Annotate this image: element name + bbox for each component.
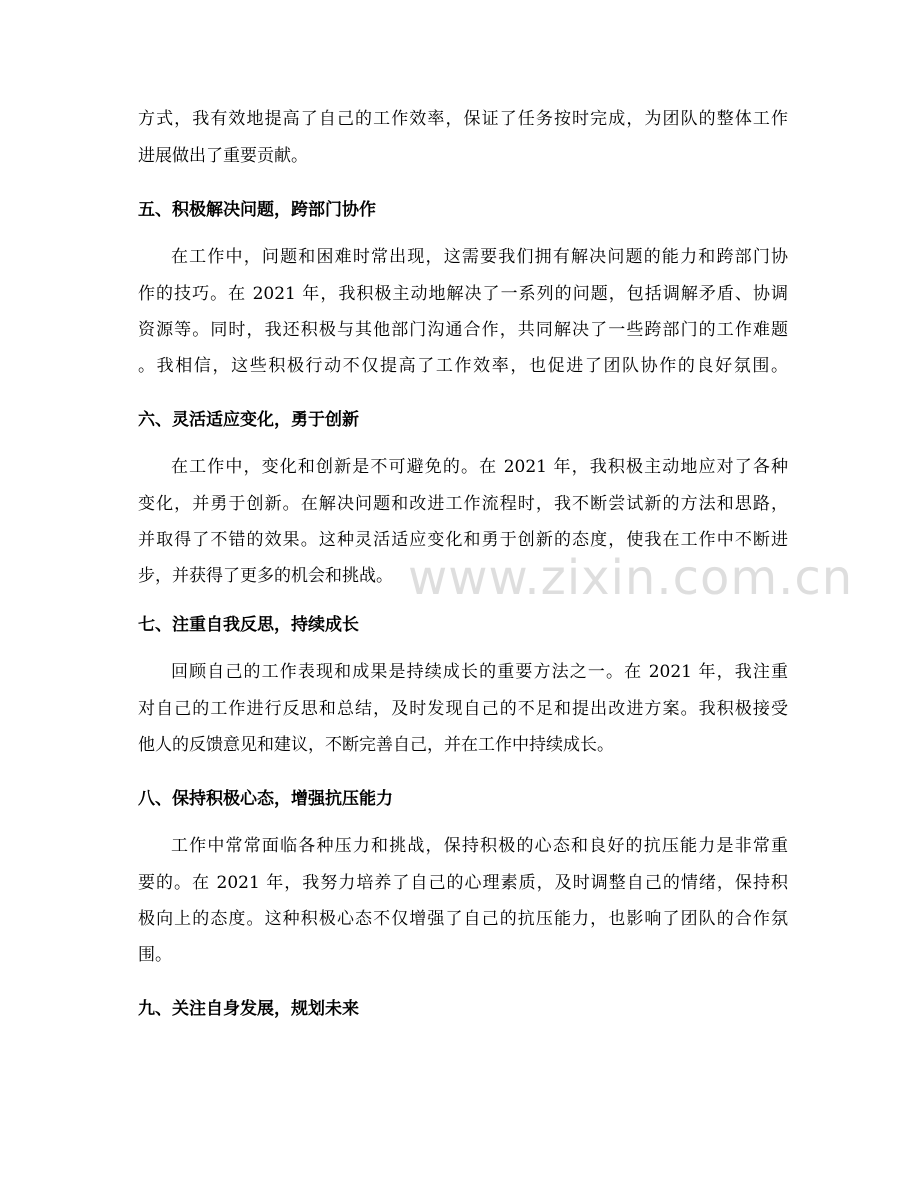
paragraph-line: 方式，我有效地提高了自己的工作效率，保证了任务按时完成，为团队的整体工作: [138, 109, 788, 129]
section-heading: 九、关注自身发展，规划未来: [138, 999, 359, 1019]
section-heading: 六、灵活适应变化，勇于创新: [138, 410, 359, 430]
paragraph-line: 要的。在 2021 年，我努力培养了自己的心理素质，及时调整自己的情绪，保持积: [138, 873, 788, 893]
paragraph-line: 围。: [138, 945, 172, 965]
paragraph-line: 资源等。同时，我还积极与其他部门沟通合作，共同解决了一些跨部门的工作难题: [138, 320, 788, 340]
paragraph-line: 进展做出了重要贡献。: [138, 146, 308, 166]
paragraph-line: 变化，并勇于创新。在解决问题和改进工作流程时，我不断尝试新的方法和思路，: [138, 494, 788, 514]
paragraph-line: 在工作中，问题和困难时常出现，这需要我们拥有解决问题的能力和跨部门协: [171, 247, 788, 267]
paragraph-line: 他人的反馈意见和建议，不断完善自己，并在工作中持续成长。: [138, 735, 614, 755]
paragraph-line: 在工作中，变化和创新是不可避免的。在 2021 年，我积极主动地应对了各种: [171, 457, 788, 477]
paragraph-line: 步，并获得了更多的机会和挑战。: [138, 566, 393, 586]
paragraph-line: 。我相信，这些积极行动不仅提高了工作效率，也促进了团队协作的良好氛围。: [138, 356, 788, 376]
section-heading: 八、保持积极心态，增强抗压能力: [138, 789, 393, 809]
section-heading: 五、积极解决问题，跨部门协作: [138, 200, 376, 220]
paragraph-line: 回顾自己的工作表现和成果是持续成长的重要方法之一。在 2021 年，我注重: [171, 662, 788, 682]
paragraph-line: 并取得了不错的效果。这种灵活适应变化和勇于创新的态度，使我在工作中不断进: [138, 530, 788, 550]
paragraph-line: 工作中常常面临各种压力和挑战，保持积极的心态和良好的抗压能力是非常重: [171, 836, 788, 856]
paragraph-line: 极向上的态度。这种积极心态不仅增强了自己的抗压能力，也影响了团队的合作氛: [138, 909, 788, 929]
paragraph-line: 作的技巧。在 2021 年，我积极主动地解决了一系列的问题，包括调解矛盾、协调: [138, 284, 788, 304]
section-heading: 七、注重自我反思，持续成长: [138, 615, 359, 635]
watermark: www.zixin.com.cn: [408, 550, 854, 606]
paragraph-line: 对自己的工作进行反思和总结，及时发现自己的不足和提出改进方案。我积极接受: [138, 699, 788, 719]
